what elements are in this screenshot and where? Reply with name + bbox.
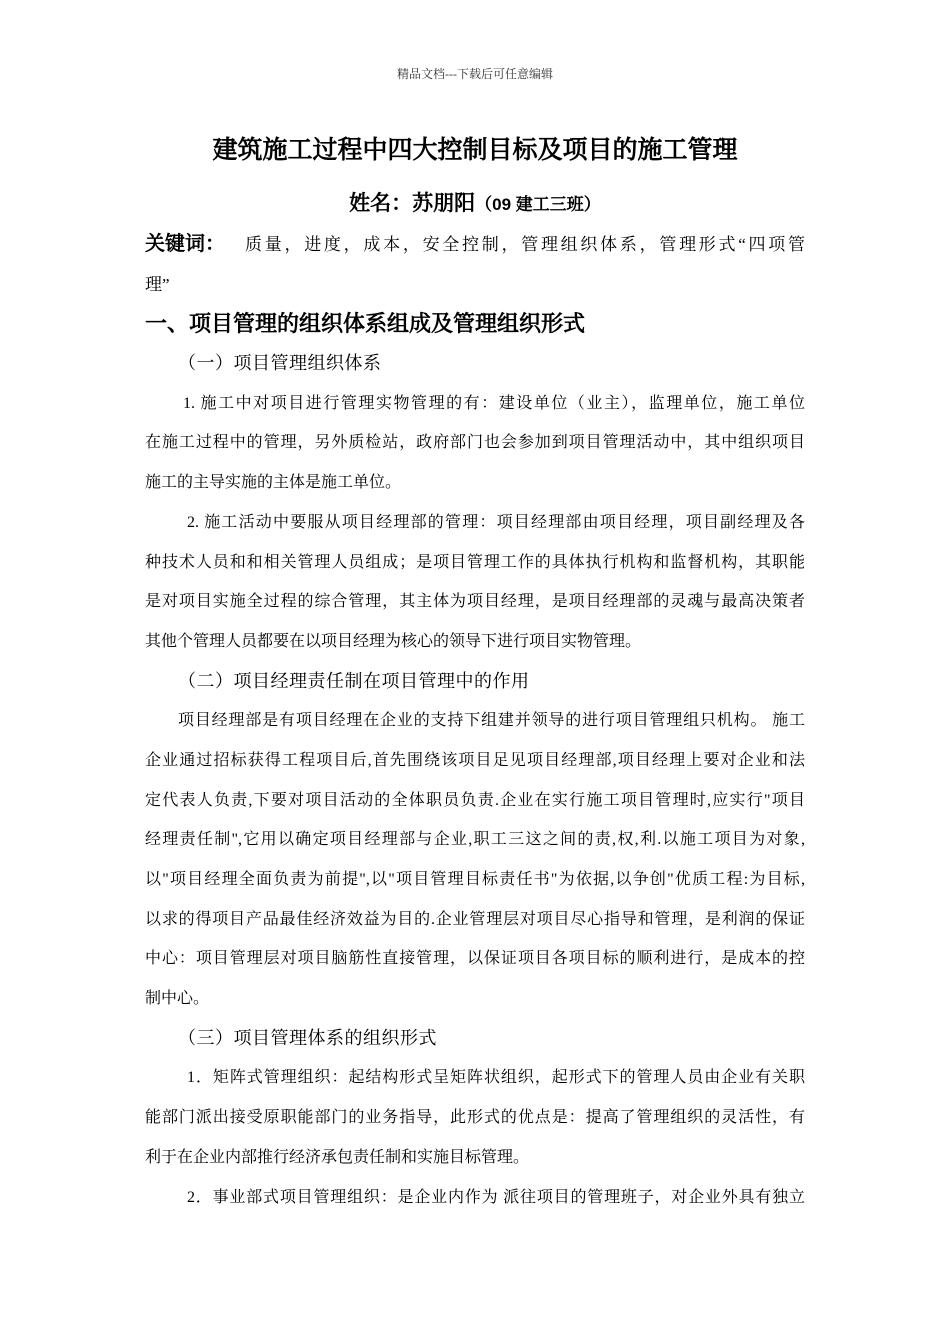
para-3-line-5: 以"项目经理全面负责为前提",以"项目管理目标责任书"为依据,以争创"优质工程:为目标, (145, 871, 805, 888)
para-3-line-4: 经理责任制",它用以确定项目经理部与企业,职工三这之间的责,权,利.以施工项目为对象, (145, 831, 805, 849)
keywords-line-2: 理” (145, 274, 170, 294)
para-4-line-2: 能部门派出接受原职能部门的业务指导，此形式的优点是：提高了管理组织的灵活性，有 (145, 1109, 805, 1127)
para-2-line-3: 是对项目实施全过程的综合管理，其主体为项目经理，是项目经理部的灵魂与最高决策者 (145, 593, 805, 611)
keywords-text: 质量，进度，成本，安全控制，管理组织体系，管理形式“四项管 (245, 235, 805, 254)
para-4-line-1: 1．矩阵式管理组织：起结构形式呈矩阵状组织，起形式下的管理人员由企业有关职 (187, 1069, 805, 1087)
para-2-line-2: 种技术人员和和相关管理人员组成；是项目管理工作的具体执行机构和监督机构，其职能 (145, 553, 805, 571)
subsection-heading-2: （二）项目经理责任制在项目管理中的作用 (178, 670, 530, 691)
keywords-label: 关键词： (145, 233, 225, 255)
para-1-line-3: 施工的主导实施的主体是施工单位。 (145, 474, 402, 492)
keywords-line-1 (145, 225, 805, 265)
para-1-line-1: 1. 施工中对项目进行管理实物管理的有：建设单位（业主），监理单位，施工单位 (183, 394, 805, 412)
document-body (145, 225, 805, 1217)
para-2-line-4: 其他个管理人员都要在以项目经理为核心的领导下进行项目实物管理。 (145, 632, 642, 650)
para-2-line-1: 2. 施工活动中要服从项目经理部的管理：项目经理部由项目经理，项目副经理及各 (187, 513, 805, 531)
subsection-heading-3: （三）项目管理体系的组织形式 (178, 1027, 437, 1048)
para-3-line-7: 中心：项目管理层对项目脑筋性直接管理，以保证项目各项目标的顺利进行，是成本的控 (145, 950, 805, 968)
page-header: 精品文档---下载后可任意编辑 (397, 67, 553, 81)
para-1-line-2: 在施工过程中的管理，另外质检站，政府部门也会参加到项目管理活动中，其中组织项目 (145, 434, 805, 452)
para-4-line-3: 利于在企业内部推行经济承包责任制和实施目标管理。 (145, 1148, 530, 1166)
document-title: 建筑施工过程中四大控制目标及项目的施工管理 (212, 136, 738, 164)
para-3-line-2: 企业通过招标获得工程项目后,首先围绕该项目足见项目经理部,项目经理上要对企业和法 (145, 751, 805, 769)
para-3-line-1: 项目经理部是有项目经理在企业的支持下组建并领导的进行项目管理组只机构。 施工 (178, 712, 805, 730)
author-name: 姓名：苏朋阳 (349, 192, 476, 215)
para-3-line-6: 以求的得项目产品最佳经济效益为目的.企业管理层对项目尽心指导和管理，是利润的保证 (145, 910, 805, 928)
subsection-heading-1: （一）项目管理组织体系 (178, 353, 382, 374)
author-line (0, 184, 950, 224)
author-class: （09 建工三班） (475, 195, 601, 214)
para-3-line-3: 定代表人负责,下要对项目活动的全体职员负责.企业在实行施工项目管理时,应实行"项目 (145, 791, 805, 809)
section-heading: 一、项目管理的组织体系组成及管理组织形式 (145, 311, 586, 337)
para-3-line-8: 制中心。 (145, 990, 210, 1008)
para-5-line-1: 2．事业部式项目管理组织：是企业内作为 派往项目的管理班子，对企业外具有独立 (187, 1188, 805, 1206)
